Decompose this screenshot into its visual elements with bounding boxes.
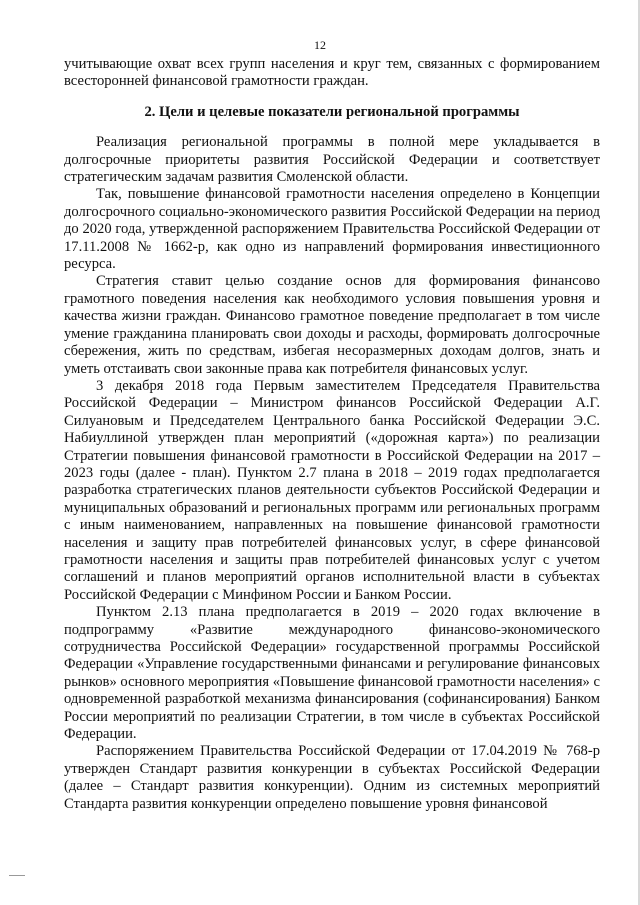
scan-edge-mark <box>9 875 25 876</box>
paragraph: Реализация региональной программы в полной мере укладывается в долгосрочные приоритеты развития Российской Федерации и соответствует стратегическим задачам развития Смоленской области. <box>64 134 600 186</box>
paragraph: 3 декабря 2018 года Первым заместителем Председателя Правительства Российской Федерации – Министром финансов Российской Федерации А.Г. Силуановым и Председателем Центрального банка Российской Федерации Э.С. Набиуллиной утвержден план мероприятий («дорожная карта») по реализации Стратегии повышения финансовой грамотности в Российской Федерации на 2017 – 2023 годы (далее - план). Пунктом 2.7 плана в 2018 – 2019 годах предполагается разработка стратегических планов деятельности субъектов Российской Федерации и муниципальных образований и региональных программ или региональных программ с иным наименованием, направленных на повышение финансовой грамотности населения и защиту прав потребителей финансовых услуг, в сфере финансовой грамотности населения и защиты прав потребителей финансовых услуг с учетом соглашений и планов мероприятий органов исполнительной власти в субъектах Российской Федерации с Минфином России и Банком России. <box>64 377 600 603</box>
intro-paragraph: учитывающие охват всех групп населения и круг тем, связанных с формированием всесторонней финансовой грамотности граждан. <box>64 56 600 90</box>
section-heading: 2. Цели и целевые показатели региональной программы <box>144 103 520 120</box>
paragraph: Распоряжением Правительства Российской Федерации от 17.04.2019 № 768-р утвержден Стандарт развития конкуренции в субъектах Российской Федерации (далее – Стандарт развития конкуренции). Одним из системных мероприятий Стандарта развития конкуренции определено повышение уровня финансовой <box>64 743 600 812</box>
paragraph: Пунктом 2.13 плана предполагается в 2019 – 2020 годах включение в подпрограмму «Развитие международного финансово-экономического сотрудничества Российской Федерации» государственной программы Российской Федерации «Управление государственными финансами и регулирование финансовых рынков» основного мероприятия «Повышение финансовой грамотности населения» с одновременной разработкой механизма финансирования (софинансирования) Банком России мероприятий по реализации Стратегии, в том числе в субъектах Российской Федерации. <box>64 604 600 743</box>
page-number: 12 <box>314 38 326 52</box>
paragraph: Стратегия ставит целью создание основ для формирования финансово грамотного поведения населения как необходимого условия повышения уровня и качества жизни граждан. Финансово грамотное поведение предполагает в том числе умение гражданина планировать свои доходы и расходы, формировать долгосрочные сбережения, жить по средствам, избегая несоразмерных доходам долгов, знать и уметь отстаивать свои законные права как потребителя финансовых услуг. <box>64 273 600 377</box>
paragraph: Так, повышение финансовой грамотности населения определено в Концепции долгосрочного социально-экономического развития Российской Федерации на период до 2020 года, утвержденной распоряжением Правительства Российской Федерации от 17.11.2008 № 1662-р, как одно из направлений формирования инвестиционного ресурса. <box>64 186 600 273</box>
document-body <box>64 56 600 813</box>
